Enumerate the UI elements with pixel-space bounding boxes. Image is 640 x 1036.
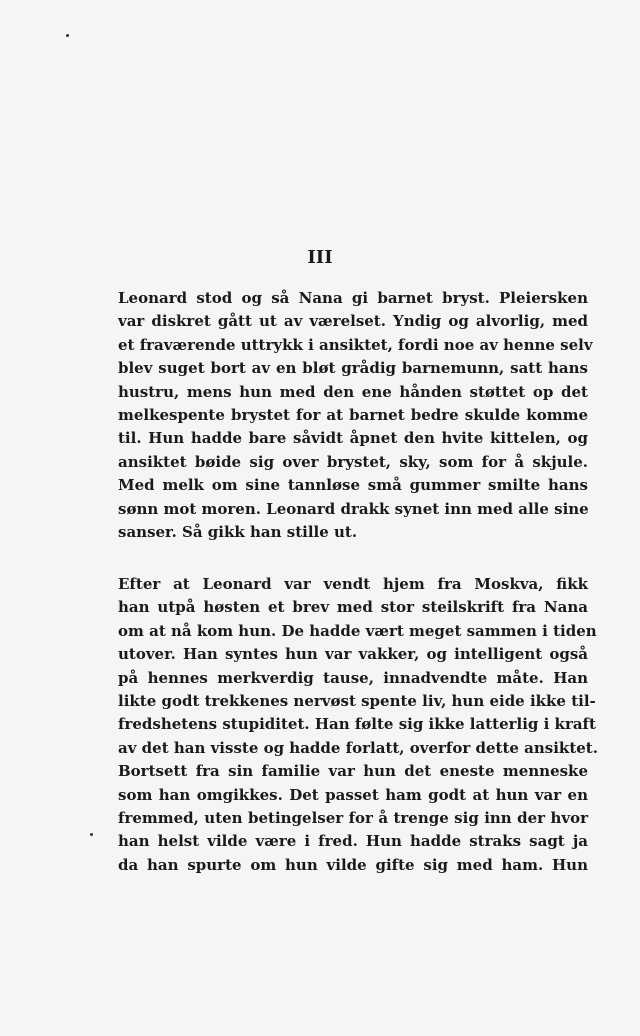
text-line: blev suget bort av en bløt grådig barnemunn, satt hans [118,359,588,378]
text-line: ansiktet bøide sig over brystet, sky, som for å skjule. [118,452,588,471]
text-line: fremmed, uten betingelser for å trenge sig inn der hvor [118,809,588,828]
text-line: da han spurte om hun vilde gifte sig med ham. Hun [118,855,588,874]
paper-speck [90,833,93,836]
text-line: melkespente brystet for at barnet bedre skulde komme [118,406,588,425]
text-line: likte godt trekkenes nervøst spente liv, hun eide ikke til- [118,692,596,711]
text-line: utover. Han syntes hun var vakker, og intelligent også [118,645,588,664]
text-line: sanser. Så gikk han stille ut. [118,523,358,542]
text-line: av det han visste og hadde forlatt, overfor dette ansiktet. [118,738,598,757]
text-line: Bortsett fra sin familie var hun det eneste menneske [118,762,588,781]
text-line: et fraværende uttrykk i ansiktet, fordi noe av henne selv [118,335,593,354]
text-line: Med melk om sine tannløse små gummer smilte hans [118,476,588,495]
text-line: han helst vilde være i fred. Hun hadde straks sagt ja [118,832,588,851]
paper-speck [66,34,69,37]
text-line: til. Hun hadde bare såvidt åpnet den hvite kittelen, og [118,429,588,448]
text-line: var diskret gått ut av værelset. Yndig og alvorlig, med [118,312,588,331]
chapter-heading: III [307,247,333,268]
text-line: sønn mot moren. Leonard drakk synet inn med alle sine [118,499,589,518]
text-line: som han omgikkes. Det passet ham godt at hun var en [118,785,588,804]
text-line: fredshetens stupiditet. Han følte sig ikke latterlig i kraft [118,715,596,734]
paragraph-2 [118,573,598,877]
text-line: Leonard stod og så Nana gi barnet bryst. Pleiersken [118,289,588,307]
text-line: han utpå høsten et brev med stor steilskrift fra Nana [118,598,588,617]
text-line: hustru, mens hun med den ene hånden støttet op det [118,382,588,401]
text-line: Efter at Leonard var vendt hjem fra Moskva, fikk [118,575,588,593]
text-line: på hennes merkverdig tause, innadvendte måte. Han [118,668,588,687]
paragraph-1 [118,287,593,544]
text-line: om at nå kom hun. De hadde vært meget sammen i tiden [118,621,597,640]
